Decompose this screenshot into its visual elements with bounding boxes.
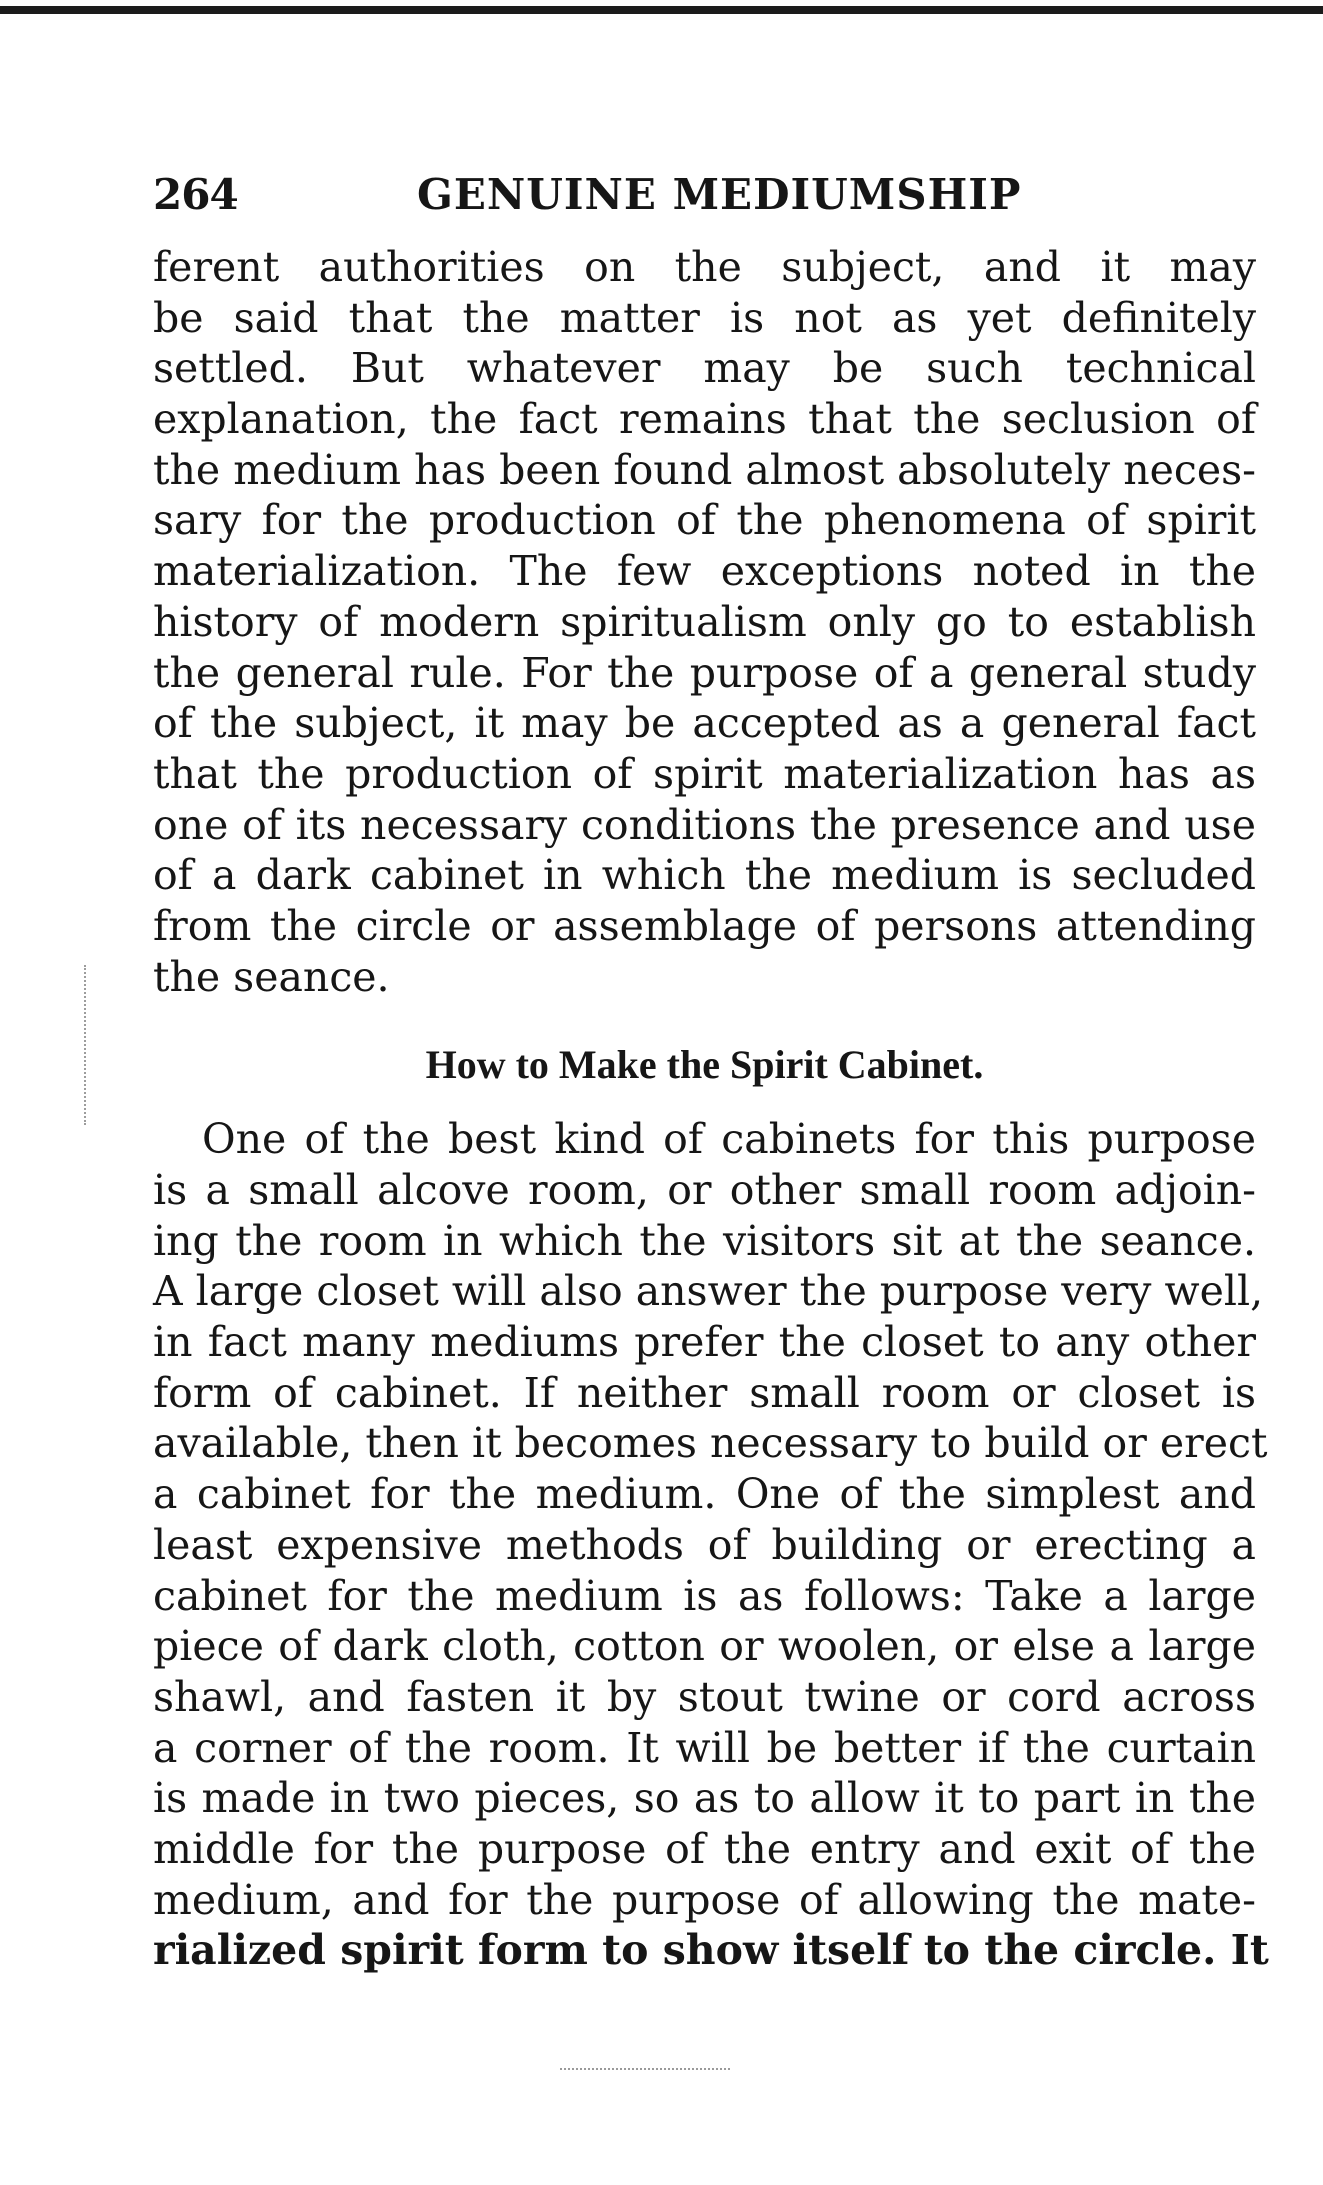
text-line: from the circle or assemblage of persons attending: [153, 901, 1256, 950]
text-line: be said that the matter is not as yet definitely: [153, 293, 1256, 342]
text-line: a cabinet for the medium. One of the simplest and: [153, 1470, 1256, 1519]
text-line: a corner of the room. It will be better if the curtain: [153, 1723, 1256, 1772]
text-line: the seance.: [153, 952, 390, 1001]
text-line: sary for the production of the phenomena of spirit: [153, 496, 1256, 545]
paragraph-1: [153, 242, 1256, 1002]
text-line: the general rule. For the purpose of a general study: [153, 648, 1256, 697]
text-line: one of its necessary conditions the presence and use: [153, 800, 1256, 849]
text-line: shawl, and fasten it by stout twine or cord across: [153, 1672, 1256, 1721]
margin-specks: [84, 965, 89, 1125]
text-line: materialization. The few exceptions noted in the: [153, 547, 1256, 596]
text-line: One of the best kind of cabinets for this purpose: [202, 1115, 1256, 1164]
text-line: of the subject, it may be accepted as a general fact: [153, 699, 1256, 748]
text-line: middle for the purpose of the entry and exit of the: [153, 1824, 1256, 1873]
paragraph-2: [153, 1114, 1269, 1976]
text-line: least expensive methods of building or erecting a: [153, 1520, 1256, 1569]
section-heading: How to Make the Spirit Cabinet.: [425, 1042, 984, 1088]
text-line: history of modern spiritualism only go to establish: [153, 597, 1256, 646]
text-line: cabinet for the medium is as follows: Take a large: [153, 1571, 1256, 1620]
text-line: that the production of spirit materialization has as: [153, 749, 1256, 798]
text-line: in fact many mediums prefer the closet to any other: [153, 1318, 1256, 1367]
text-line: piece of dark cloth, cotton or woolen, or else a large: [153, 1622, 1256, 1671]
running-head: [153, 170, 1256, 242]
text-line: is made in two pieces, so as to allow it to part in the: [153, 1774, 1256, 1823]
text-line: the medium has been found almost absolutely neces-: [153, 445, 1256, 494]
text-line: of a dark cabinet in which the medium is secluded: [153, 851, 1256, 900]
text-line: form of cabinet. If neither small room or closet is: [153, 1368, 1256, 1417]
text-line: ing the room in which the visitors sit at the seance.: [153, 1216, 1256, 1265]
top-border-rule: [0, 6, 1323, 14]
text-line: ferent authorities on the subject, and it may: [153, 243, 1256, 291]
text-line: settled. But whatever may be such technical: [153, 344, 1256, 393]
page-number: 264: [153, 170, 238, 219]
text-line: available, then it becomes necessary to build or erect: [153, 1419, 1268, 1468]
book-page: [153, 170, 1269, 1976]
text-line: A large closet will also answer the purpose very well,: [153, 1267, 1264, 1316]
text-line: rialized spirit form to show itself to the circle. It: [153, 1926, 1269, 1975]
text-line: medium, and for the purpose of allowing the mate-: [153, 1875, 1256, 1924]
text-line: is a small alcove room, or other small room adjoin-: [153, 1166, 1256, 1214]
running-title: GENUINE MEDIUMSHIP: [417, 170, 1022, 219]
text-line: explanation, the fact remains that the seclusion of: [153, 395, 1256, 444]
print-specks: [560, 2068, 730, 2074]
